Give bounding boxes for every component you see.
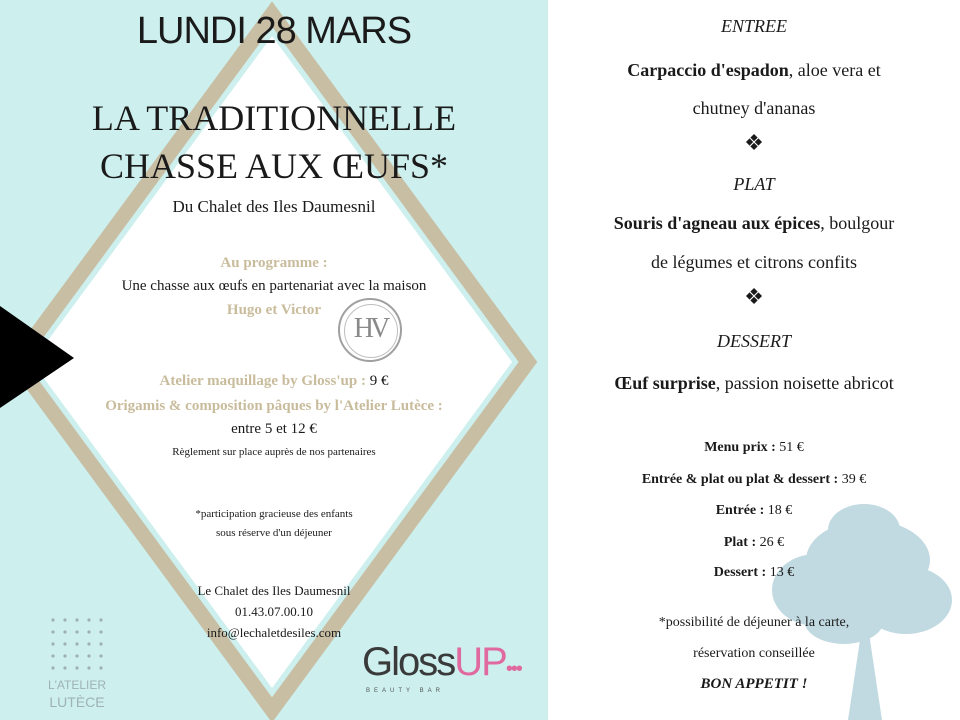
participation-line1: *participation gracieuse des enfants <box>195 508 353 520</box>
bon-appetit: BON APPETIT ! <box>700 676 808 692</box>
atelier-price: 9 € <box>365 373 389 389</box>
dessert-line1 <box>548 373 960 394</box>
plat-dish-rest: , boulgour <box>820 213 895 233</box>
price-row <box>548 503 960 519</box>
price-row <box>548 535 960 551</box>
dessert-dish-name: Œuf surprise <box>614 373 716 393</box>
venue-phone: 01.43.07.00.10 <box>235 604 313 619</box>
hugo-victor-logo <box>338 298 402 362</box>
programme-text: Une chasse aux œufs en partenariat avec la maison <box>121 278 427 294</box>
up-logo-text: UP <box>454 640 506 684</box>
divider-ornament-1: ❖ <box>744 130 764 155</box>
price-value: 51 € <box>775 440 804 455</box>
price-label: Entrée : <box>715 503 765 518</box>
entree-dish-name: Carpaccio d'espadon <box>627 60 789 80</box>
price-value: 26 € <box>756 535 785 550</box>
menu-panel <box>548 0 960 720</box>
plat-dish-name: Souris d'agneau aux épices <box>613 213 821 233</box>
venue-address: Le Chalet des Iles Daumesnil <box>197 583 351 598</box>
programme-label: Au programme : <box>220 255 328 271</box>
participation-line2: sous réserve d'un déjeuner <box>216 527 332 539</box>
price-row <box>548 440 960 456</box>
entree-line1 <box>548 60 960 81</box>
atelier-logo-text1: L'ATELIER <box>47 678 107 692</box>
hv-monogram: HV <box>353 313 387 344</box>
plat-line2: de légumes et citrons confits <box>651 252 857 272</box>
atelier-line <box>0 373 548 390</box>
event-title-line2: CHASSE AUX ŒUFS* <box>99 146 449 186</box>
price-row <box>548 472 960 488</box>
price-label: Plat : <box>723 535 757 550</box>
gloss-logo-text: Gloss <box>362 640 455 684</box>
atelier-label: Atelier maquillage by Gloss'up : <box>159 373 366 389</box>
carte-note-line1: *possibilité de déjeuner à la carte, <box>658 615 850 630</box>
origamis-price: entre 5 et 12 € <box>231 421 317 437</box>
entree-heading: ENTREE <box>721 16 787 36</box>
dessert-dish-rest: , passion noisette abricot <box>715 373 894 393</box>
carte-note-line2: réservation conseillée <box>693 646 815 661</box>
atelier-logo-text2: LUTÈCE <box>49 694 105 710</box>
origamis-label: Origamis & composition pâques by l'Atelier Lutèce : <box>105 398 443 414</box>
price-value: 13 € <box>766 565 795 580</box>
reglement-note: Règlement sur place auprès de nos partenaires <box>172 446 376 458</box>
price-label: Dessert : <box>713 565 767 580</box>
event-subtitle: Du Chalet des Iles Daumesnil <box>172 197 376 216</box>
event-title-line1: LA TRADITIONNELLE <box>91 98 457 138</box>
gloss-logo-tag: BEAUTY BAR <box>366 688 444 694</box>
entree-line2: chutney d'ananas <box>692 98 816 118</box>
price-row <box>548 565 960 581</box>
plat-line1 <box>548 213 960 234</box>
price-value: 18 € <box>764 503 793 518</box>
partner-name: Hugo et Victor <box>226 302 322 318</box>
glossup-logo: GlossUP••• BEAUTY BAR <box>362 640 521 694</box>
entree-dish-rest: , aloe vera et <box>788 60 881 80</box>
venue-email: info@lechaletdesiles.com <box>206 625 342 640</box>
price-label: Menu prix : <box>704 440 776 455</box>
atelier-lutece-logo <box>44 612 114 712</box>
price-value: 39 € <box>838 472 867 487</box>
price-label: Entrée & plat ou plat & dessert : <box>641 472 839 487</box>
plat-heading: PLAT <box>733 174 775 194</box>
dessert-heading: DESSERT <box>717 331 791 351</box>
event-date: LUNDI 28 MARS <box>136 10 412 52</box>
dot-grid-icon <box>44 612 114 676</box>
divider-ornament-2: ❖ <box>744 284 764 309</box>
